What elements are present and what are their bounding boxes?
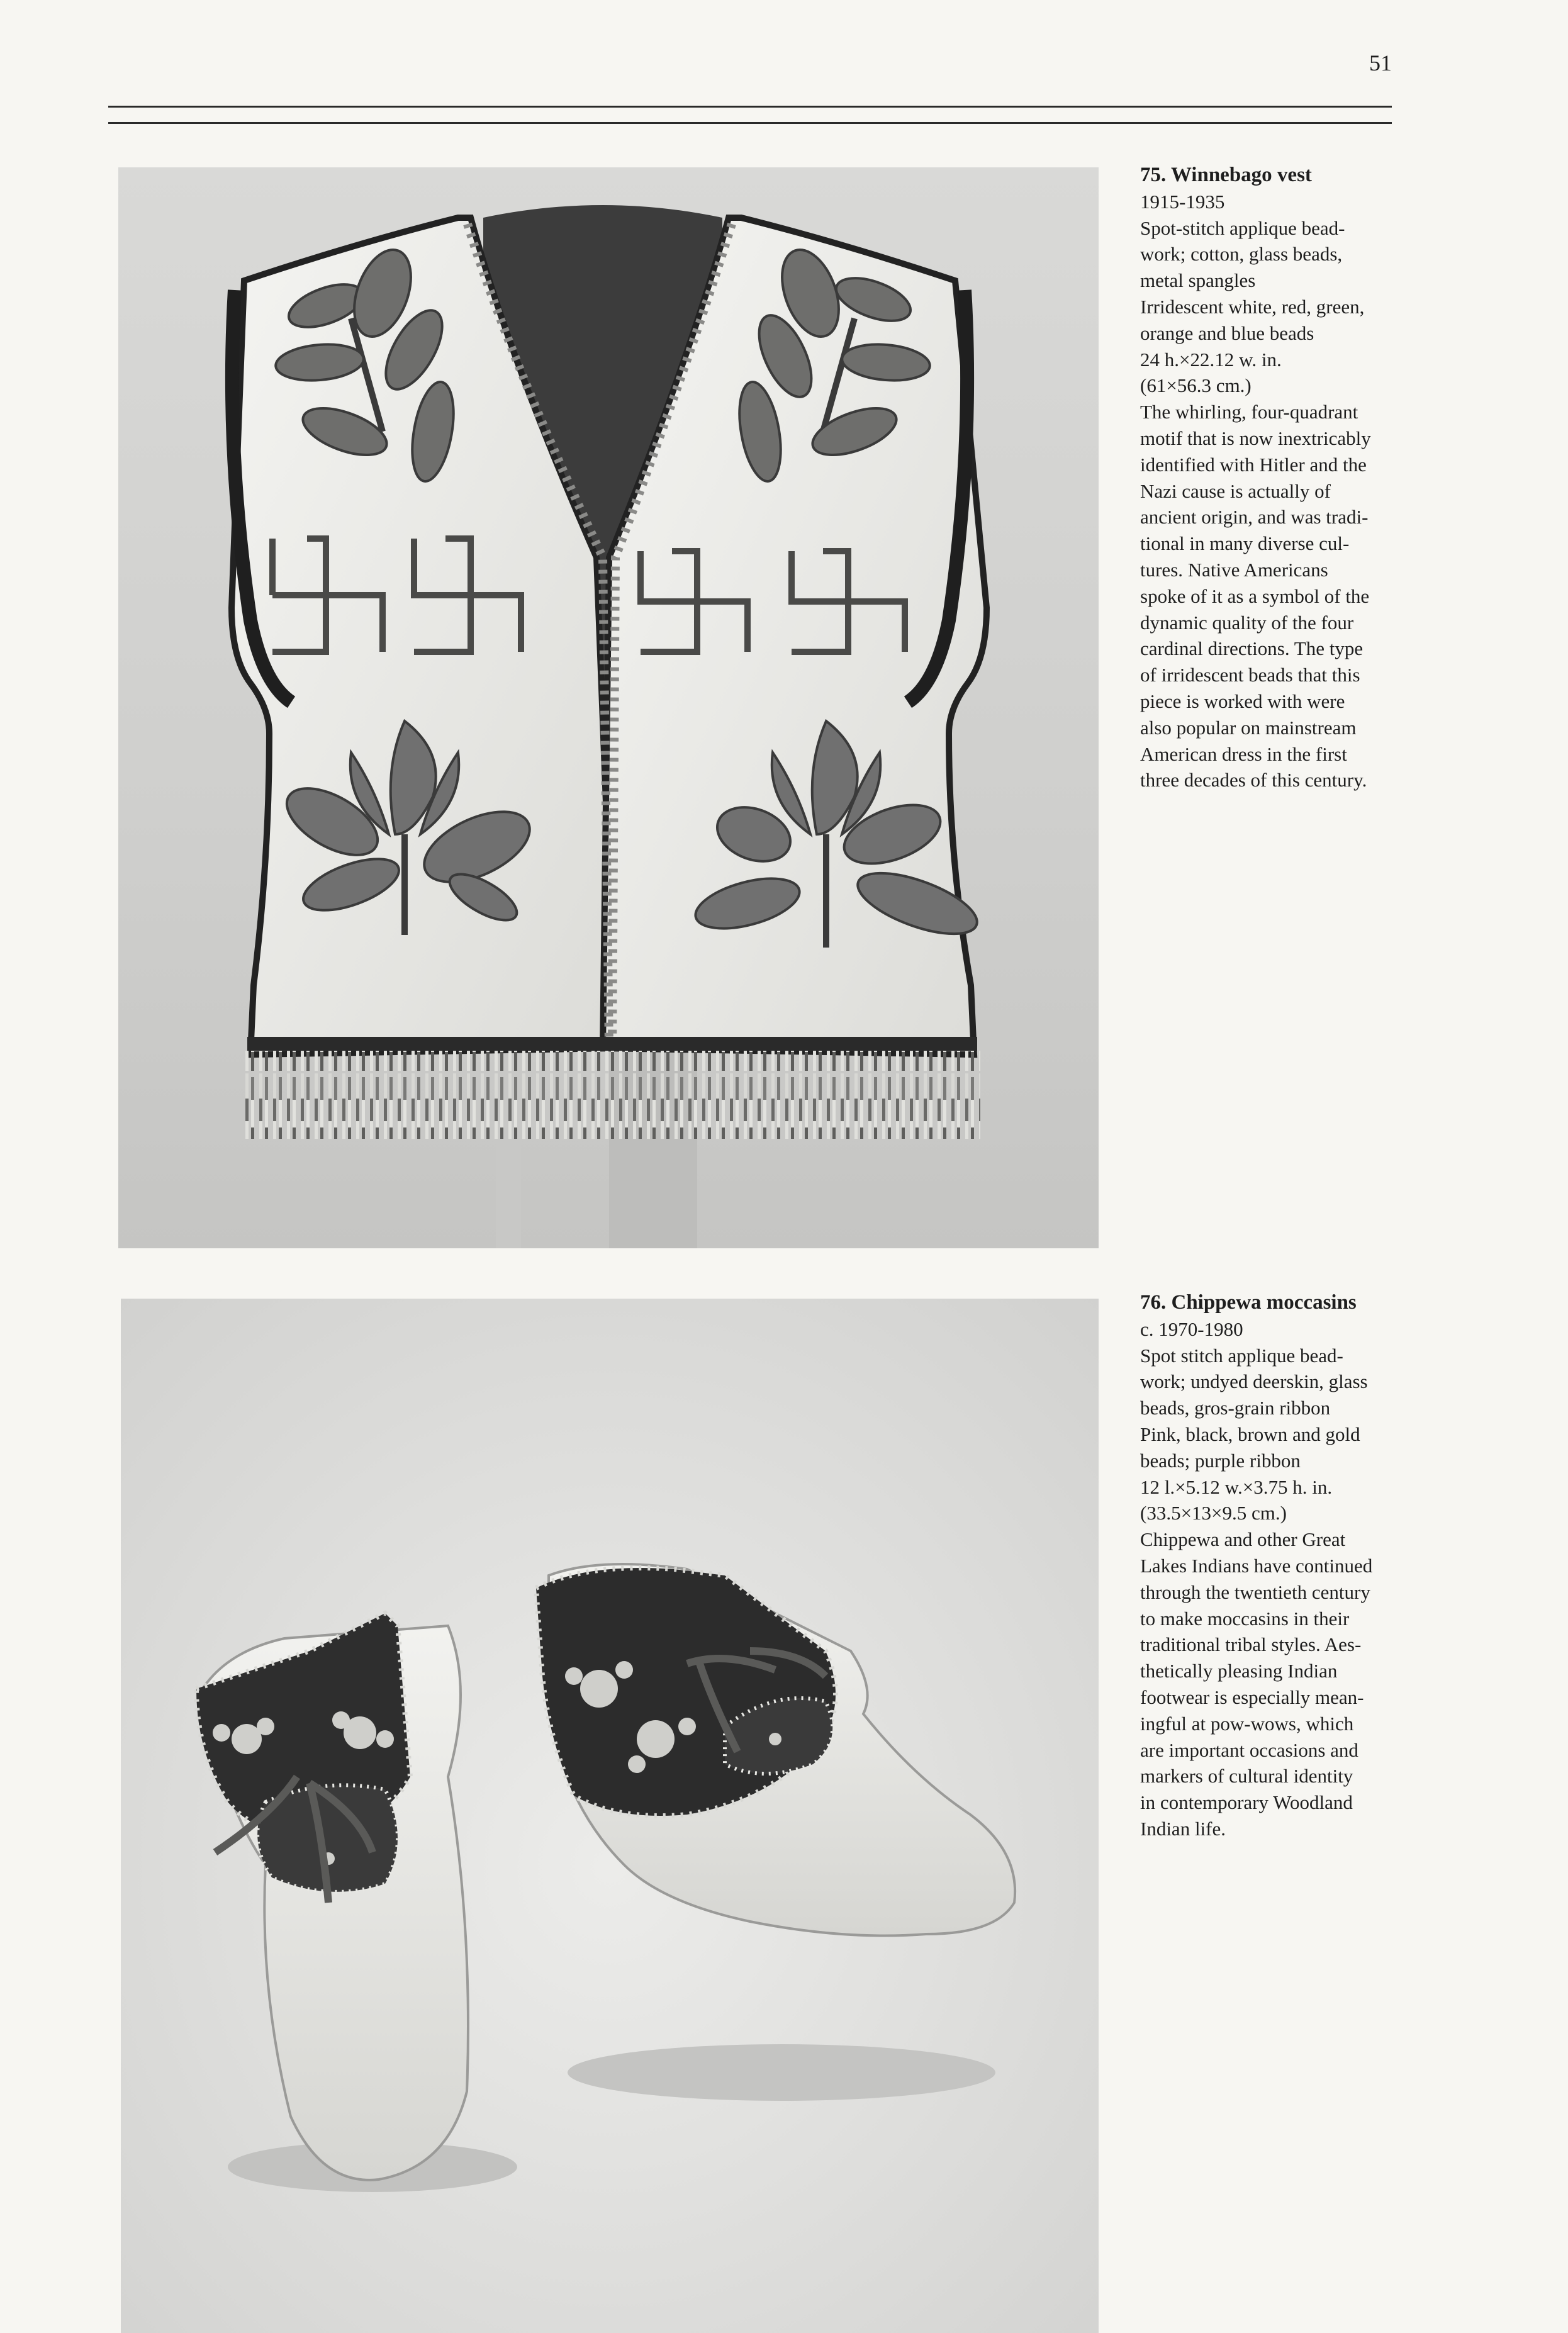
caption-line: Nazi cause is actually of [1140, 479, 1331, 502]
caption-line: The whirling, four-quadrant [1140, 401, 1358, 423]
caption-line: beads; purple ribbon [1140, 1449, 1301, 1472]
caption-line: 24 h.×22.12 w. in. [1140, 348, 1282, 371]
caption-title: 75. Winnebago vest [1140, 164, 1312, 186]
caption-line: dynamic quality of the four [1140, 611, 1354, 634]
header-rule [108, 106, 1392, 108]
caption-line: in contemporary Woodland [1140, 1791, 1353, 1814]
caption-line: of irridescent beads that this [1140, 664, 1360, 686]
caption-line: American dress in the first [1140, 742, 1347, 765]
caption-line: Irridescent white, red, green, [1140, 295, 1365, 318]
caption-line: also popular on mainstream [1140, 716, 1357, 739]
caption-76 [1140, 1290, 1404, 1842]
caption-line: through the twentieth century [1140, 1581, 1370, 1603]
caption-title: 76. Chippewa moccasins [1140, 1291, 1357, 1314]
caption-line: thetically pleasing Indian [1140, 1660, 1338, 1682]
caption-75 [1140, 162, 1404, 793]
caption-line: metal spangles [1140, 269, 1256, 292]
caption-line: (61×56.3 cm.) [1140, 374, 1252, 397]
caption-line: traditional tribal styles. Aes- [1140, 1633, 1362, 1656]
caption-line: identified with Hitler and the [1140, 453, 1367, 476]
caption-line: Chippewa and other Great [1140, 1528, 1346, 1551]
caption-line: piece is worked with were [1140, 690, 1345, 712]
page-number: 51 [1369, 50, 1392, 76]
moccasins-photo [121, 1299, 1099, 2333]
caption-line: to make moccasins in their [1140, 1607, 1350, 1630]
caption-line: 12 l.×5.12 w.×3.75 h. in. [1140, 1475, 1333, 1498]
vest-photo [118, 167, 1099, 1248]
caption-line: Lakes Indians have continued [1140, 1554, 1373, 1577]
caption-line: orange and blue beads [1140, 322, 1314, 344]
caption-line: 1915-1935 [1140, 190, 1225, 213]
header-rule [108, 122, 1392, 124]
caption-line: work; cotton, glass beads, [1140, 243, 1343, 266]
caption-line: Spot-stitch applique bead- [1140, 216, 1345, 239]
caption-line: Spot stitch applique bead- [1140, 1344, 1343, 1367]
caption-line: Indian life. [1140, 1817, 1226, 1840]
caption-line: ancient origin, and was tradi- [1140, 506, 1369, 529]
caption-line: work; undyed deerskin, glass [1140, 1370, 1368, 1393]
caption-line: are important occasions and [1140, 1738, 1358, 1761]
caption-line: three decades of this century. [1140, 769, 1367, 792]
caption-line: motif that is now inextricably [1140, 427, 1371, 449]
caption-line: footwear is especially mean- [1140, 1686, 1364, 1708]
caption-line: (33.5×13×9.5 cm.) [1140, 1502, 1287, 1525]
caption-line: beads, gros-grain ribbon [1140, 1397, 1331, 1419]
caption-line: Pink, black, brown and gold [1140, 1423, 1360, 1445]
caption-line: tional in many diverse cul- [1140, 532, 1350, 555]
caption-line: markers of cultural identity [1140, 1765, 1353, 1788]
caption-line: cardinal directions. The type [1140, 637, 1364, 660]
caption-line: c. 1970-1980 [1140, 1318, 1243, 1340]
caption-line: ingful at pow-wows, which [1140, 1712, 1354, 1735]
caption-line: tures. Native Americans [1140, 558, 1328, 581]
caption-line: spoke of it as a symbol of the [1140, 585, 1370, 607]
